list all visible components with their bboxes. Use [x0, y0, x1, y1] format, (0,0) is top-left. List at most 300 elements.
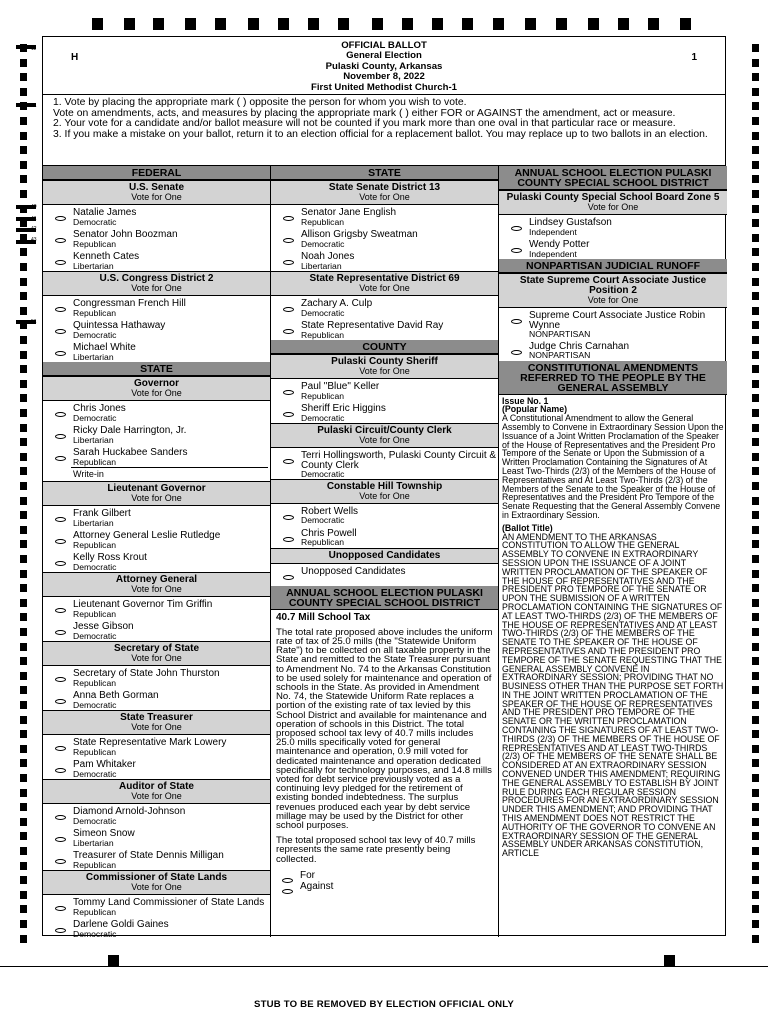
timing-mark: [20, 497, 27, 505]
vote-oval[interactable]: [55, 906, 66, 911]
race-title: Commissioner of State Lands: [85, 872, 228, 883]
vote-oval[interactable]: [55, 746, 66, 751]
section-header: CONSTITUTIONAL AMENDMENTS REFERRED TO THE PEOPLE BY THE GENERAL ASSEMBLY: [499, 361, 727, 395]
candidate-name: Zachary A. Culp: [301, 298, 373, 309]
vote-oval[interactable]: [511, 350, 522, 355]
race-header: [271, 423, 498, 448]
timing-mark: [752, 44, 759, 52]
timing-mark: [752, 862, 759, 870]
timing-mark: [752, 832, 759, 840]
timing-mark: [20, 832, 27, 840]
candidate-option[interactable]: [43, 597, 270, 619]
race-title: State Supreme Court Associate Justice Position 2: [519, 275, 707, 296]
timing-mark: [20, 540, 27, 548]
timing-mark: [20, 818, 27, 826]
timing-mark: [752, 920, 759, 928]
race-header: [43, 870, 270, 895]
candidate-name: Allison Grigsby Sweatman: [301, 229, 418, 240]
timing-mark: [752, 190, 759, 198]
timing-mark: [432, 18, 443, 30]
candidate-option[interactable]: [499, 339, 727, 361]
vote-oval[interactable]: [55, 412, 66, 417]
option-label: For: [300, 869, 315, 881]
instruction-line: 3. If you make a mistake on your ballot, return it to an election official for a replacement ballot. You may replace up to two ballots in an election.: [53, 128, 708, 140]
candidate-party: Democratic: [73, 768, 117, 779]
row-label: 11: [31, 46, 37, 52]
race-title: Lieutenant Governor: [107, 483, 206, 494]
race-title: U.S. Congress District 2: [99, 273, 214, 284]
timing-mark: [20, 380, 27, 388]
race-header: [499, 273, 727, 308]
timing-mark: [752, 146, 759, 154]
candidate-option[interactable]: [43, 917, 270, 937]
candidate-name: Sarah Huckabee Sanders: [73, 447, 188, 458]
candidate-option[interactable]: [499, 215, 727, 237]
candidate-option[interactable]: [271, 318, 498, 340]
timing-mark: [20, 759, 27, 767]
timing-mark: [20, 672, 27, 680]
timing-mark: [20, 745, 27, 753]
vote-oval[interactable]: [283, 390, 294, 395]
race-title: Pulaski County Sheriff: [331, 356, 438, 367]
timing-mark: [752, 263, 759, 271]
candidate-option[interactable]: [43, 666, 270, 688]
candidate-name: Congressman French Hill: [73, 298, 186, 309]
candidate-name: Senator Jane English: [301, 207, 397, 218]
timing-mark: [338, 18, 349, 30]
vote-oval[interactable]: [283, 515, 294, 520]
candidate-name: State Representative Mark Lowery: [73, 737, 227, 748]
candidate-option[interactable]: [43, 227, 270, 249]
instruction-line: 1. Vote by placing the appropriate mark ( ) opposite the person for whom you wish to vote.: [53, 97, 467, 108]
race-header: [43, 641, 270, 666]
timing-mark: [20, 117, 27, 125]
candidate-party: Republican: [301, 329, 344, 340]
timing-mark: [588, 18, 599, 30]
timing-mark: [752, 905, 759, 913]
timing-mark: [20, 161, 27, 169]
timing-mark: [20, 438, 27, 446]
candidate-party: Democratic: [73, 928, 117, 937]
race-header: [271, 479, 498, 504]
candidate-option[interactable]: [43, 757, 270, 779]
section-header: ANNUAL SCHOOL ELECTION PULASKI COUNTY SPECIAL SCHOOL DISTRICT: [271, 586, 498, 610]
timing-mark: [20, 292, 27, 300]
vote-oval[interactable]: [283, 307, 294, 312]
timing-mark: [752, 540, 759, 548]
race-title: Secretary of State: [113, 643, 200, 654]
vote-for-label: Vote for One: [359, 192, 410, 202]
vote-oval[interactable]: [282, 889, 293, 894]
vote-oval[interactable]: [55, 859, 66, 864]
section-header: STATE: [43, 362, 270, 376]
vote-oval[interactable]: [55, 608, 66, 613]
candidate-party: Republican: [73, 238, 116, 249]
timing-mark: [20, 59, 27, 67]
vote-oval[interactable]: [283, 575, 294, 580]
timing-mark: [20, 73, 27, 81]
vote-oval[interactable]: [283, 260, 294, 265]
timing-mark: [20, 570, 27, 578]
timing-mark: [20, 686, 27, 694]
candidate-party: Libertarian: [73, 517, 114, 528]
race-header: [271, 354, 498, 379]
timing-mark: [20, 263, 27, 271]
candidate-name: Unopposed Candidates: [301, 565, 406, 577]
header-title: [43, 37, 725, 93]
timing-mark: [752, 88, 759, 96]
vote-for-label: Vote for One: [359, 435, 410, 445]
timing-mark: [752, 686, 759, 694]
timing-mark: [752, 730, 759, 738]
race-title: State Senate District 13: [328, 182, 441, 193]
timing-mark: [680, 18, 691, 30]
candidate-option[interactable]: [43, 804, 270, 826]
row-label: 51: [31, 319, 37, 325]
ballot-stub: [0, 966, 768, 1024]
column-middle: [271, 166, 499, 937]
timing-mark: [752, 613, 759, 621]
vote-oval[interactable]: [55, 815, 66, 820]
row-label: 41: [31, 216, 37, 222]
candidate-option[interactable]: [43, 249, 270, 271]
timing-mark: [20, 394, 27, 402]
timing-mark: [20, 613, 27, 621]
timing-mark: [752, 132, 759, 140]
vote-oval[interactable]: [511, 248, 522, 253]
timing-mark: [308, 18, 319, 30]
candidate-option[interactable]: [43, 619, 270, 641]
candidate-name: Robert Wells: [301, 505, 359, 517]
timing-mark: [462, 18, 473, 30]
timing-mark: [752, 570, 759, 578]
vote-oval[interactable]: [283, 329, 294, 334]
timing-mark: [185, 18, 196, 30]
timing-mark: [20, 88, 27, 96]
candidate-option[interactable]: [271, 448, 498, 479]
header-line: General Election: [346, 50, 422, 62]
tax-option-against[interactable]: [276, 881, 493, 892]
right-races: [499, 166, 727, 395]
row-label: 42: [31, 226, 37, 232]
vote-oval[interactable]: [55, 329, 66, 334]
vote-oval[interactable]: [55, 677, 66, 682]
race-header: [43, 710, 270, 735]
candidate-party: Democratic: [73, 216, 117, 227]
vote-oval[interactable]: [55, 699, 66, 704]
candidate-name: Judge Chris Carnahan: [529, 340, 630, 352]
timing-mark: [752, 248, 759, 256]
vote-oval[interactable]: [55, 434, 66, 439]
header-line: First United Methodist Church-1: [310, 81, 458, 93]
candidate-name: Darlene Goldi Gaines: [73, 919, 169, 930]
candidate-party: Republican: [73, 746, 116, 757]
timing-mark: [20, 467, 27, 475]
vote-oval[interactable]: [55, 307, 66, 312]
timing-mark: [752, 424, 759, 432]
vote-for-label: Vote for One: [131, 388, 182, 398]
candidate-party: Democratic: [301, 515, 345, 526]
vote-for-label: Vote for One: [131, 283, 182, 293]
header-line: Pulaski County, Arkansas: [325, 60, 443, 72]
vote-oval[interactable]: [283, 238, 294, 243]
vote-for-label: Vote for One: [131, 493, 182, 503]
race-header: [271, 271, 498, 296]
header-line: OFFICIAL BALLOT: [341, 40, 427, 51]
candidate-name: Attorney General Leslie Rutledge: [73, 530, 221, 541]
candidate-name: Noah Jones: [301, 251, 355, 262]
candidate-option[interactable]: [271, 564, 498, 586]
candidate-option[interactable]: [43, 205, 270, 227]
instruction-line: 2. Your vote for a candidate and/or ballot measure will not be counted if you mark more than one oval in that particular race or measure.: [53, 118, 676, 130]
candidate-option[interactable]: [43, 688, 270, 710]
ballot-style-code: H: [71, 52, 79, 63]
timing-mark: [752, 935, 759, 943]
ballot-columns: [43, 165, 725, 937]
timing-mark: [752, 365, 759, 373]
candidate-party: Democratic: [73, 561, 117, 572]
candidate-party: Democratic: [73, 329, 117, 340]
tax-option-for[interactable]: [276, 870, 493, 881]
timing-mark: [153, 18, 164, 30]
timing-mark: [20, 774, 27, 782]
vote-oval[interactable]: [511, 226, 522, 231]
instruction-line: Vote on amendments, acts, and measures by placing the appropriate mark ( ) either FOR or AGAINST the amendment, act or measure.: [53, 107, 676, 119]
candidate-party: Democratic: [301, 238, 345, 249]
timing-mark: [752, 409, 759, 417]
timing-mark: [372, 18, 383, 30]
timing-mark: [20, 643, 27, 651]
vote-oval[interactable]: [55, 351, 66, 356]
race-title: Attorney General: [115, 574, 198, 585]
candidate-name: Tommy Land Commissioner of State Lands: [73, 897, 265, 908]
candidate-option[interactable]: [271, 401, 498, 423]
ballot-title-text: AN AMENDMENT TO THE ARKANSAS CONSTITUTION TO ALLOW THE GENERAL ASSEMBLY TO CONVENE IN EXTRAORDINARY SESSION UPON THE ISSUANCE OF A JOINT WRITTEN PROCLAMATION OF THE SPEAKER OF THE HOUSE OF REPRESENTATIVES AND THE PRESIDENT PRO TEMPORE OF THE SENATE OR UPON THE SUBMISSION OF A WRITTEN PROCLAMATION CONTAINING THE SIGNATURES OF AT LEAST TWO-THIRDS (2/3) OF THE MEMBERS OF THE HOUSE OF REPRESENTATIVES AND AT LEAST TWO-THIRDS (2/3) OF THE MEMBERS OF THE SENATE TO THE SPEAKER OF THE HOUSE OF REPRESENTATIVES AND THE PRESIDENT PRO TEMPORE OF THE SENATE REQUESTING THAT THE GENERAL ASSEMBLY CONVENE IN EXTRAORDINARY SESSION; PROVIDING THAT NO BUSINESS OTHER THAN THE PURPOSE SET FORTH IN THE JOINT WRITTEN PROCLAMATION OF THE SPEAKER OF THE HOUSE OF REPRESENTATIVES AND THE PRESIDENT PRO TEMPORE OF THE SENATE OR THE WRITTEN PROCLAMATION CONTAINING THE SIGNATURES OF AT LEAST TWO-THIRDS (2/3) OF THE MEMBERS OF THE HOUSE OF REPRESENTATIVES AND AT LEAST TWO-THIRDS (2/3) OF THE MEMBERS OF THE SENATE SHALL BE CONSIDERED AT AN EXTRAORDINARY SESSION CONVENED UNDER THIS AMENDMENT; REQUIRING THE GENERAL ASSEMBLY TO ESTABLISH BY JOINT RULE DURING EACH REGULAR SESSION PROCEDURES FOR AN EXTRAORDINARY SESSION UNDER THIS AMENDMENT; AND PROVIDING THAT THIS AMENDMENT DOES NOT RESTRICT THE AUTHORITY OF THE GOVERNOR TO CONVENE AN EXTRAORDINARY SESSION OF THE GENERAL ASSEMBLY UNDER ARKANSAS CONSTITUTION, ARTICLE: [502, 531, 724, 859]
vote-for-label: Vote for One: [131, 192, 182, 202]
vote-oval[interactable]: [511, 319, 522, 324]
timing-mark: [92, 18, 103, 30]
race-header: [43, 271, 270, 296]
section-header: COUNTY: [271, 340, 498, 354]
candidate-party: Democratic: [73, 699, 117, 710]
vote-oval[interactable]: [283, 537, 294, 542]
candidate-name: State Representative David Ray: [301, 320, 444, 331]
timing-mark: [752, 584, 759, 592]
timing-mark: [20, 876, 27, 884]
timing-mark: [752, 526, 759, 534]
vote-oval[interactable]: [55, 561, 66, 566]
timing-mark: [752, 292, 759, 300]
candidate-option[interactable]: [43, 445, 270, 467]
timing-mark: [20, 424, 27, 432]
vote-for-label: Vote for One: [587, 295, 639, 305]
candidate-party: Republican: [73, 456, 116, 467]
timing-mark: [20, 657, 27, 665]
timing-mark: [525, 18, 536, 30]
candidate-name: Natalie James: [73, 207, 137, 218]
candidate-party: Independent: [529, 248, 577, 259]
race-title: State Representative District 69: [309, 273, 460, 284]
candidate-option[interactable]: [43, 423, 270, 445]
vote-oval[interactable]: [55, 928, 66, 933]
timing-mark: [20, 862, 27, 870]
race-title: U.S. Senate: [128, 182, 185, 193]
candidate-option[interactable]: [43, 296, 270, 318]
race-header: [43, 180, 270, 205]
candidate-name: Frank Gilbert: [73, 508, 131, 519]
candidate-name: Ricky Dale Harrington, Jr.: [73, 425, 187, 436]
timing-mark: [20, 409, 27, 417]
popular-name-text: A Constitutional Amendment to allow the General Assembly to Convene in Extraordinary Session Upon the Issuance of a Joint Written Proclamation of the Speaker of the House of Representatives and the President Pro Tempore of the Senate or Upon the Submission of a Written Proclamation Containing the Signatures of At Least Two-Thirds (2/3) of the Members of the House of Representatives and At Least Two-Thirds (2/3) of the Members of the Senate to the Speaker of the House of Representatives and the President Pro Tempore of the Senate Requesting that the General Assembly Convene in Extraordinary Session.: [502, 413, 724, 520]
candidate-option[interactable]: [499, 308, 727, 339]
timing-mark: [20, 599, 27, 607]
vote-oval[interactable]: [55, 630, 66, 635]
candidate-party: NONPARTISAN: [529, 350, 591, 361]
candidate-name: Wendy Potter: [529, 239, 590, 250]
instructions: [53, 98, 723, 140]
timing-mark: [752, 818, 759, 826]
timing-mark: [20, 803, 27, 811]
row-label: 40: [31, 204, 37, 210]
candidate-party: Libertarian: [73, 434, 114, 445]
timing-mark: [20, 351, 27, 359]
tax-paragraph: The total rate proposed above includes the uniform rate of tax of 25.0 mills (the "Statewide Uniform Rate") to be collected on all taxable property in the State and remitted to the State Treasurer pursuant to Amendment No. 74 to the Arkansas Constitution to be used solely for maintenance and operation of schools in the State. As provided in Amendment No. 74, the Statewide Uniform Rate replaces a portion of the existing rate of tax levied by this School District and available for maintenance and operation of schools in this District. The total proposed school tax levy of 40.7 mills includes 25.0 mills specifically voted for general maintenance and operation, 0.9 mill voted for dedicated maintenance and operation dedicated specifically for technology purposes, and 14.8 mills voted for debt service previously voted as a continuing levy pledged for the retirement of existing bonded indebtedness. The surplus revenues produced each year by debt service millage may be used by the District for other school purposes.: [276, 626, 493, 832]
tax-paragraph: The total proposed school tax levy of 40.7 mills represents the same rate presently being collected.: [276, 835, 476, 865]
row-label: 43: [31, 237, 37, 243]
race-title: State Treasurer: [120, 712, 193, 723]
candidate-option[interactable]: [271, 526, 498, 548]
vote-oval[interactable]: [283, 216, 294, 221]
option-label: Against: [300, 880, 334, 892]
timing-mark: [752, 219, 759, 227]
timing-mark: [752, 774, 759, 782]
race-header: [499, 190, 727, 215]
timing-mark: [20, 920, 27, 928]
vote-oval[interactable]: [283, 459, 294, 464]
vote-oval[interactable]: [55, 768, 66, 773]
vote-oval[interactable]: [55, 837, 66, 842]
candidate-option[interactable]: [271, 296, 498, 318]
timing-mark: [20, 584, 27, 592]
ballot-title-label: (Ballot Title): [502, 522, 553, 533]
timing-mark: [752, 117, 759, 125]
middle-races: [271, 166, 498, 610]
timing-mark: [402, 18, 413, 30]
timing-mark: [752, 438, 759, 446]
candidate-party: Republican: [73, 539, 116, 550]
candidate-option[interactable]: [271, 227, 498, 249]
candidate-option[interactable]: [43, 826, 270, 848]
vote-for-label: Vote for One: [131, 791, 182, 801]
candidate-option[interactable]: [43, 340, 270, 362]
stub-label: STUB TO BE REMOVED BY ELECTION OFFICIAL ONLY: [253, 999, 515, 1010]
timing-mark: [20, 175, 27, 183]
race-title: Pulaski Circuit/County Clerk: [317, 425, 452, 436]
timing-mark: [20, 482, 27, 490]
timing-mark: [752, 234, 759, 242]
candidate-option[interactable]: [43, 401, 270, 423]
candidate-name: Jesse Gibson: [73, 621, 134, 632]
candidate-party: Democratic: [301, 307, 345, 318]
timing-mark: [20, 453, 27, 461]
timing-mark: [752, 161, 759, 169]
candidate-party: Republican: [301, 537, 344, 548]
timing-mark: [20, 555, 27, 563]
candidate-name: Lieutenant Governor Tim Griffin: [73, 599, 213, 610]
timing-mark: [752, 643, 759, 651]
timing-mark: [752, 453, 759, 461]
timing-mark: [752, 716, 759, 724]
vote-oval[interactable]: [55, 238, 66, 243]
timing-mark: [752, 759, 759, 767]
vote-oval[interactable]: [55, 456, 66, 461]
race-header: [271, 548, 498, 564]
candidate-option[interactable]: [43, 848, 270, 870]
vote-oval[interactable]: [55, 260, 66, 265]
timing-mark: [752, 745, 759, 753]
candidate-option[interactable]: [43, 506, 270, 528]
candidate-name: Supreme Court Associate Justice Robin Wynne: [529, 310, 706, 331]
candidate-name: Pam Whitaker: [73, 759, 136, 770]
race-header: [43, 481, 270, 506]
issue-number: Issue No. 1: [502, 395, 549, 406]
race-title: Auditor of State: [119, 781, 194, 792]
vote-for-label: Vote for One: [131, 722, 182, 732]
race-title: Governor: [133, 378, 179, 389]
candidate-party: Republican: [73, 608, 116, 619]
timing-mark: [20, 716, 27, 724]
candidate-party: Democratic: [73, 815, 117, 826]
candidate-option[interactable]: [43, 550, 270, 572]
candidate-option[interactable]: [271, 205, 498, 227]
candidate-option[interactable]: [43, 528, 270, 550]
ballot-page-number: 1: [691, 52, 697, 63]
write-in-option[interactable]: [71, 467, 268, 481]
candidate-party: Republican: [73, 906, 116, 917]
candidate-party: Democratic: [73, 412, 117, 423]
timing-mark: [752, 555, 759, 563]
candidate-option[interactable]: [271, 249, 498, 271]
vote-for-label: Vote for One: [359, 490, 410, 501]
vote-oval[interactable]: [283, 412, 294, 417]
timing-mark: [20, 248, 27, 256]
candidate-name: Lindsey Gustafson: [529, 217, 612, 228]
timing-mark: [752, 336, 759, 344]
candidate-name: Sheriff Eric Higgins: [301, 403, 386, 414]
vote-oval[interactable]: [55, 539, 66, 544]
timing-mark: [215, 18, 226, 30]
vote-oval[interactable]: [55, 517, 66, 522]
timing-mark: [278, 18, 289, 30]
candidate-option[interactable]: [43, 735, 270, 757]
timing-mark: [752, 628, 759, 636]
timing-mark: [20, 146, 27, 154]
candidate-option[interactable]: [499, 237, 727, 259]
candidate-option[interactable]: [43, 895, 270, 917]
timing-mark: [618, 18, 629, 30]
timing-mark: [556, 18, 567, 30]
candidate-option[interactable]: [271, 504, 498, 526]
timing-mark: [493, 18, 504, 30]
race-header: [43, 376, 270, 401]
candidate-option[interactable]: [43, 318, 270, 340]
candidate-name: Treasurer of State Dennis Milligan: [73, 850, 224, 861]
vote-oval[interactable]: [55, 216, 66, 221]
timing-mark: [20, 132, 27, 140]
candidate-party: NONPARTISAN: [529, 329, 591, 339]
timing-mark: [752, 657, 759, 665]
candidate-option[interactable]: [271, 379, 498, 401]
